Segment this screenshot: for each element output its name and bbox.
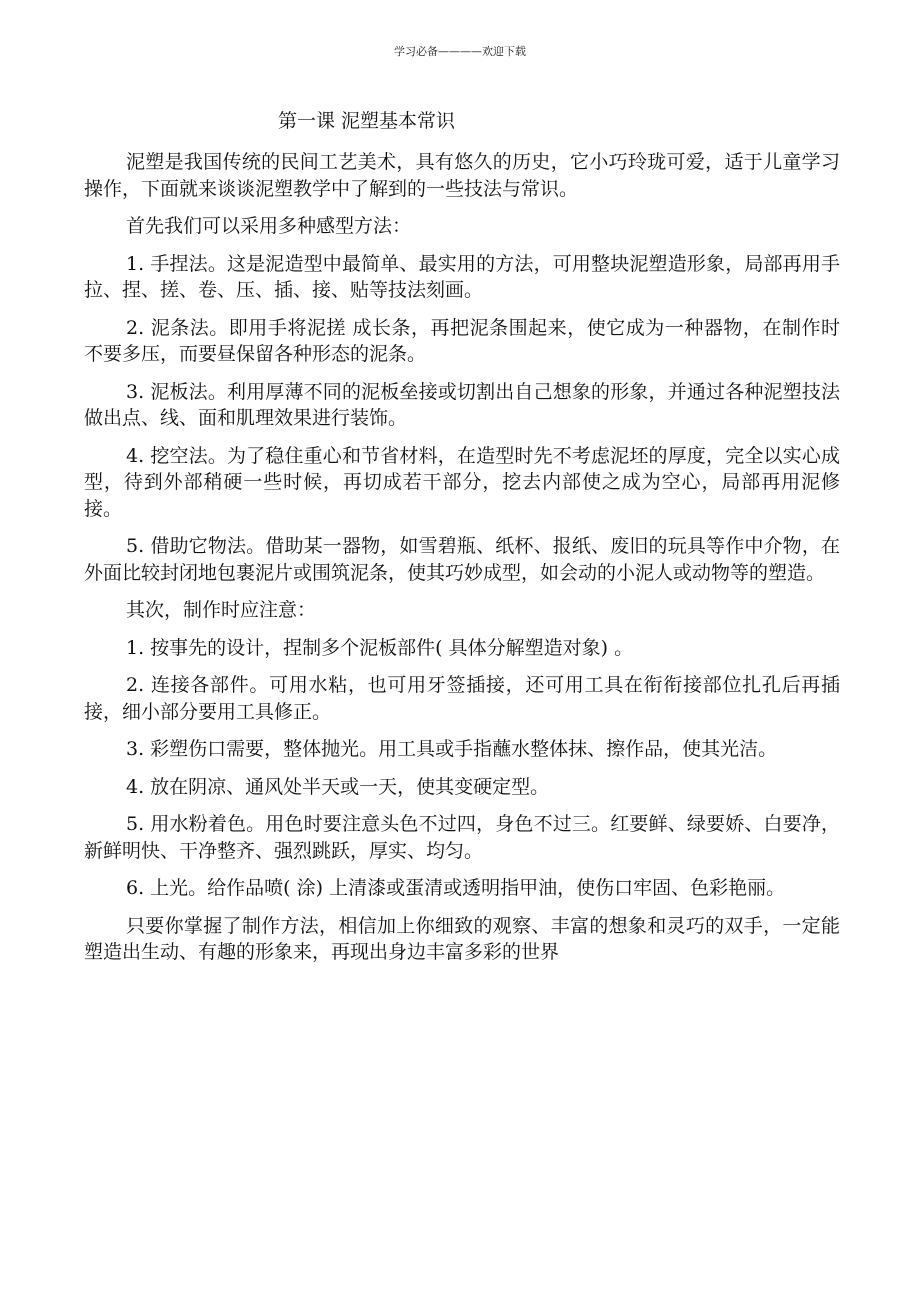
paragraph-methods-heading: 首先我们可以采用多种感型方法：	[126, 215, 412, 237]
header-note: 学习必备————欢迎下载	[394, 45, 526, 58]
paragraph-note-1: 1. 按事先的设计，捏制多个泥板部件( 具体分解塑造对象) 。	[126, 636, 634, 659]
paragraph-notes-heading: 其次，制作时应注意：	[126, 599, 317, 621]
document-body	[84, 149, 840, 977]
paragraph-method-2: 2. 泥条法。即用手将泥搓 成长条，再把泥条围起来，使它成为一种器物，在制作时不要多压，而要昼保留各种形态的泥条。	[84, 316, 840, 365]
paragraph-method-3: 3. 泥板法。利用厚薄不同的泥板垒接或切割出自己想象的形象，并通过各种泥塑技法做出点、线、面和肌理效果进行装饰。	[84, 380, 840, 429]
paragraph-method-1: 1. 手捏法。这是泥造型中最简单、最实用的方法，可用整块泥塑造形象，局部再用手拉、捏、搓、卷、压、插、接、贴等技法刻画。	[84, 252, 840, 301]
paragraph-method-4: 4. 挖空法。为了稳住重心和节省材料，在造型时先不考虑泥坯的厚度，完全以实心成型，待到外部稍硬一些时候，再切成若干部分，挖去内部使之成为空心，局部再用泥修接。	[84, 444, 840, 520]
paragraph-note-4: 4. 放在阴凉、通风处半天或一天，使其变硬定型。	[126, 775, 550, 798]
paragraph-intro: 泥塑是我国传统的民间工艺美术，具有悠久的历史，它小巧玲珑可爱，适于儿童学习操作，下面就来谈谈泥塑教学中了解到的一些技法与常识。	[84, 151, 840, 200]
paragraph-conclusion: 只要你掌握了制作方法，相信加上你细致的观察、丰富的想象和灵巧的双手，一定能塑造出生动、有趣的形象来，再现出身边丰富多彩的世界	[84, 914, 840, 963]
paragraph-method-5: 5. 借助它物法。借助某一器物，如雪碧瓶、纸杯、报纸、废旧的玩具等作中介物，在外面比较封闭地包裹泥片或围筑泥条，使其巧妙成型，如会动的小泥人或动物等的塑造。	[84, 535, 840, 584]
paragraph-note-5: 5. 用水粉着色。用色时要注意头色不过四，身色不过三。红要鲜、绿要娇、白要净，新鲜明快、干净整齐、强烈跳跃，厚实、均匀。	[84, 813, 840, 862]
paragraph-note-6: 6. 上光。给作品喷( 涂) 上清漆或蛋清或透明指甲油，使伤口牢固、色彩艳丽。	[126, 877, 786, 899]
document-title: 第一课 泥塑基本常识	[278, 110, 456, 132]
paragraph-note-2: 2. 连接各部件。可用水粘，也可用牙签插接，还可用工具在衔衔接部位扎孔后再插接，细小部分要用工具修正。	[84, 674, 840, 723]
paragraph-note-3: 3. 彩塑伤口需要，整体抛光。用工具或手指蘸水整体抹、擦作品，使其光洁。	[126, 738, 778, 760]
